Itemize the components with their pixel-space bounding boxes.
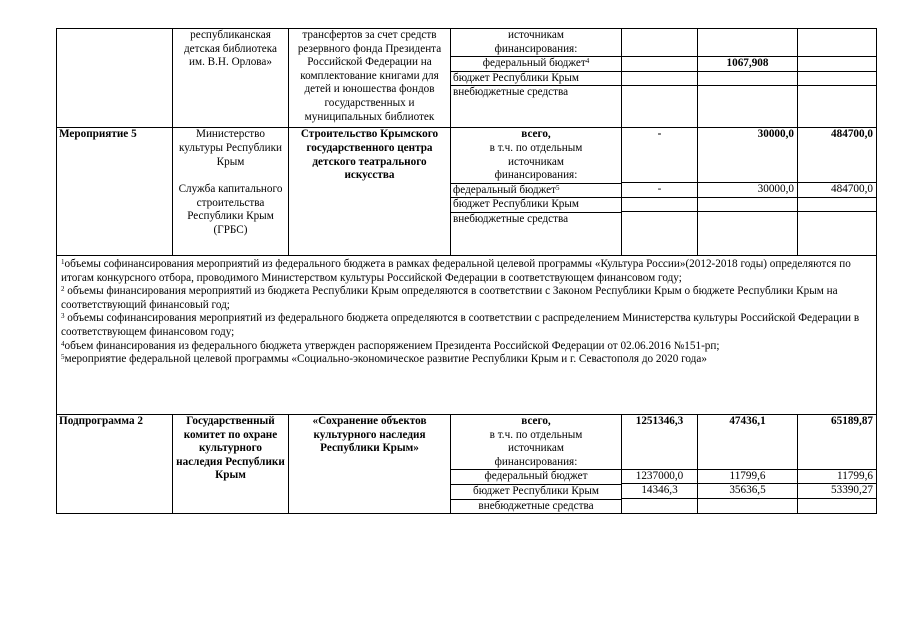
value: 65189,87: [831, 414, 873, 427]
value-cell: [798, 29, 877, 128]
source-line: источникам: [508, 29, 564, 41]
value: -: [622, 183, 697, 198]
source-line: всего,: [521, 128, 551, 141]
federal-budget-label: федеральный бюджет: [453, 183, 556, 196]
federal-budget-label: федеральный бюджет: [482, 57, 586, 70]
footnote-ref: 4: [585, 57, 590, 66]
source-line: бюджет Республики Крым: [451, 72, 621, 87]
row-name-cell: [57, 29, 173, 128]
value: 484700,0: [831, 128, 873, 141]
executor-cell: Государственный комитет по охране культурного наследия Республики Крым: [173, 414, 289, 513]
title-cell: трансфертов за счет средств резервного фонда Президента Российской Федерации на комплектование книгами для детей и юношества фондов государственных и муниципальных библиотек: [289, 29, 451, 128]
source-line: бюджет Республики Крым: [451, 485, 621, 500]
value-cell: [698, 414, 798, 513]
title-cell: «Сохранение объектов культурного наследия Республики Крым»: [289, 414, 451, 513]
source-line: внебюджетные средства: [478, 499, 594, 512]
footnote: $^3$ объемы софинансирования мероприятий из федерального бюджета определяются в соответствии с распределением Министерства культуры Российской Федерации в соответствующем финансовом году;: [61, 312, 860, 338]
value-cell: [798, 414, 877, 513]
sources-cell: [451, 29, 622, 128]
source-line: федеральный бюджет: [451, 470, 621, 485]
value: 11799,6: [798, 470, 876, 485]
executor-cell: республиканская детская библиотека им. В.Н. Орлова»: [173, 29, 289, 128]
footnote-ref: 5: [555, 183, 560, 192]
value: 1067,908: [698, 57, 797, 72]
footnote: $^1$объемы софинансирования мероприятий из федерального бюджета в рамках федеральной целевой программы «Культура России»(2012-2018 годы) определяются по итогам конкурсного отбора, проводимого Министерством культуры Российской Федерации в соответствующем финансовом году;: [61, 257, 851, 284]
source-line: [451, 184, 621, 199]
table-row: [57, 414, 877, 513]
source-line: в т.ч. по отдельным источникам финансирования:: [451, 142, 621, 184]
source-line: в т.ч. по отдельным источникам финансирования:: [451, 429, 621, 471]
document-page: [56, 28, 876, 514]
footnote: $^5$мероприятие федеральной целевой программы «Социально-экономическое развитие Республики Крым и г. Севастополя до 2020 года»: [61, 353, 707, 366]
value: 30000,0: [698, 183, 797, 198]
executor-a: Министерство культуры Республики Крым: [178, 128, 282, 168]
source-line: [451, 57, 621, 72]
value: 35636,5: [698, 484, 797, 499]
value: 1237000,0: [622, 470, 697, 485]
title-cell: Строительство Крымского государственного центра детского театрального искусства: [289, 128, 451, 256]
value-cell: [622, 414, 698, 513]
source-line: всего,: [521, 414, 551, 427]
value: 30000,0: [757, 128, 794, 141]
source-line: внебюджетные средства: [453, 212, 569, 225]
footnote: $^2$ объемы финансирования мероприятий из бюджета Республики Крым определяются в соответствии с Законом Республики Крым о бюджете Республики Крым на соответствующий финансовый год;: [61, 285, 838, 311]
footnote: $^4$объем финансирования из федерального бюджета утвержден распоряжением Президента Российской Федерации от 02.06.2016 №151-рп;: [61, 339, 720, 352]
value: 1251346,3: [635, 414, 684, 427]
executor-b: Служба капитального строительства Республики Крым (ГРБС): [178, 183, 283, 236]
value: -: [657, 128, 662, 141]
value: 11799,6: [698, 470, 797, 485]
row-name-cell: Подпрограмма 2: [57, 414, 173, 513]
value-cell: [622, 128, 698, 256]
footnotes-row: [57, 255, 877, 414]
executor-cell: [173, 128, 289, 256]
value-cell: [798, 128, 877, 256]
value-cell: [622, 29, 698, 128]
value: 484700,0: [798, 183, 876, 198]
footnotes-cell: [57, 255, 877, 414]
table-row: [57, 29, 877, 128]
sources-cell: [451, 128, 622, 256]
row-name-cell: Мероприятие 5: [57, 128, 173, 256]
source-line: финансирования:: [451, 43, 621, 58]
sources-cell: [451, 414, 622, 513]
value: 47436,1: [729, 414, 766, 427]
value: 14346,3: [622, 484, 697, 499]
source-line: бюджет Республики Крым: [451, 198, 621, 213]
value-cell: [698, 128, 798, 256]
value: 53390,27: [798, 484, 876, 499]
value-cell: [698, 29, 798, 128]
table-row: [57, 128, 877, 256]
program-table: [56, 28, 877, 514]
source-line: внебюджетные средства: [453, 86, 569, 99]
